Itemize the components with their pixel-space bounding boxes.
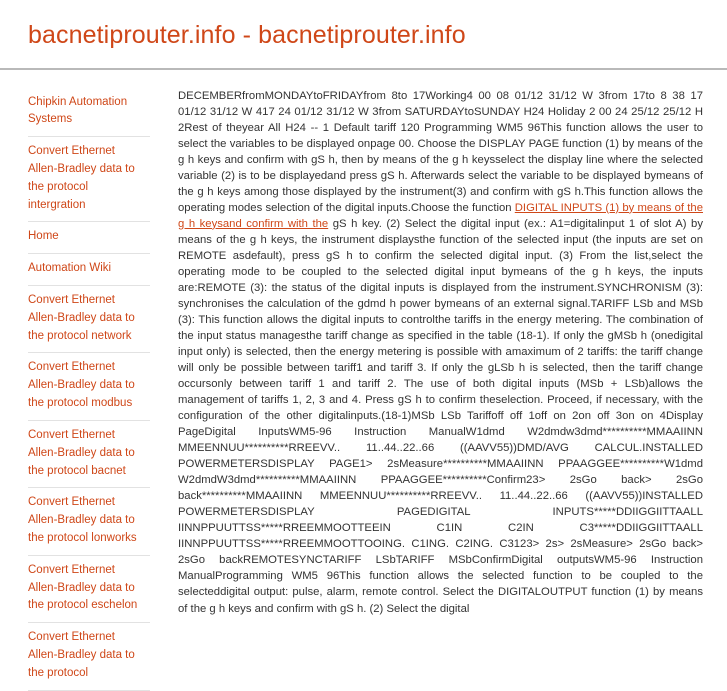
digital-inputs-link[interactable]: DIGITAL INPUTS (1) by means of the g h keysand confirm with the [178, 201, 703, 230]
sidebar-item-lonworks[interactable] [28, 488, 150, 555]
article-body [178, 88, 703, 617]
sidebar-item-bacnet[interactable] [28, 421, 150, 488]
content-wrapper [0, 70, 727, 691]
site-header [0, 0, 727, 70]
sidebar-item-automation-wiki[interactable] [28, 254, 150, 286]
sidebar-item-label[interactable]: Convert Ethernet Allen-Bradley data to the protocol modbus [28, 361, 135, 410]
sidebar-item-chipkin-automation-systems[interactable] [28, 88, 150, 138]
sidebar-item-protocol[interactable] [28, 623, 150, 690]
sidebar-item-label[interactable]: Convert Ethernet Allen-Bradley data to the protocol network [28, 294, 135, 342]
sidebar-item-intergration[interactable] [28, 137, 150, 222]
sidebar [0, 70, 150, 691]
sidebar-item-label[interactable]: Convert Ethernet Allen-Bradley data to the protocol intergration [28, 145, 135, 211]
sidebar-item-label[interactable]: Convert Ethernet Allen-Bradley data to the protocol [28, 631, 135, 679]
sidebar-item-label[interactable]: Automation Wiki [28, 262, 112, 275]
sidebar-item-network[interactable] [28, 286, 150, 353]
article-text-part-1: DECEMBERfromMONDAYtoFRIDAYfrom 8to 17Working4 00 08 01/12 31/12 W 3from 17to 8 38 17 01/12 31/12 W 417 24 01/12 31/12 W 3from SATURDAYtoSUNDAY H24 Holiday 2 00 24 25/12 25/12 H 2Rest of theyear All H24 -- 1 Default tariff 120 Programming WM5 96This function allows the user to select the variables to be displayed onpage 00. Choose the DISPLAY PAGE function (1) by means of the g h keys and confirm with gS h, then by means of the g h keysselect the display line where the selected variable (2) is to be displayedand press gS h. Afterwards select the variable to be displayed bymeans of the g h keys among those displayed by the instrument(3) and confirm with gS h.This function allows the operating modes selection of the digital inputs.Choose the function [178, 89, 703, 214]
sidebar-item-label[interactable]: Convert Ethernet Allen-Bradley data to the protocol bacnet [28, 428, 135, 477]
sidebar-item-eschelon[interactable] [28, 556, 150, 623]
sidebar-item-modbus[interactable] [28, 353, 150, 420]
sidebar-item-label[interactable]: Convert Ethernet Allen-Bradley data to the protocol eschelon [28, 563, 138, 612]
sidebar-item-home[interactable] [28, 222, 150, 254]
sidebar-item-label[interactable]: Chipkin Automation Systems [28, 95, 128, 126]
main-content [150, 70, 727, 617]
page-title: bacnetiprouter.info - bacnetiprouter.info [28, 21, 466, 49]
sidebar-item-label[interactable]: Convert Ethernet Allen-Bradley data to the protocol lonworks [28, 496, 137, 544]
sidebar-item-label[interactable]: Home [28, 230, 59, 243]
sidebar-nav-list [0, 88, 150, 691]
article-text-part-2: gS h key. (2) Select the digital input (ex.: A1=digitalinput 1 of slot A) by means of the g h keys, the instrument displaysthe function of the selected input (the inputs are set on REMOTE asdefault), press gS h to confirm the selected digital input. (3) From the list,select the operating mode to be coupled to the selected digital input bymeans of the g h keys, the inputs are:REMOTE (3): the status of the digital inputs is displayed from the instrument.SYNCHRONISM (3): synchronises the calculation of the gdmd h power bymeans of an external signal.TARIFF LSb and MSb (3): This function allows the digital inputs to controlthe tariffs in the energy metering. The combination of the input status managesthe tariff change as specified in the table (18-1). If only the gMSb h (onedigital input only) is selected, then the energy metering is possible with amaximum of 2 tariffs: the tariff change will only be possible between tariff1 and tariff 3. If only the gLSb h is selected, then the tariff change occursonly between tariff 1 and tariff 2. The use of both digital inputs (MSb + LSb)allows the management of tariffs 1, 2, 3 and 4. Press gS h to confirm theselection. Proceed, if necessary, with the configuration of the other digitalinputs.(18-1)MSb LSb Tariffoff off 1off on 2on off 3on on 4Display PageDigital InputsWM5-96 Instruction ManualW1dmd W2dmdw3dmd**********MMAAIINN MMEENNUU**********RREEVV.. 11..44..22..66 ((AAVV55))DMD/AVG CALCUL.INSTALLED POWERMETERSDISPLAY PAGE1> 2sMeasure**********MMAAIINN PPAAGGEE**********W1dmd W2dmdW3dmd**********MMAAIINN PPAAGGEE**********Confirm23> 2sGo back> 2sGo back**********MMAAIINN MMEENNUU**********RREEVV.. 11..44..22..66 ((AAVV55))INSTALLED POWERMETERSDISPLAY PAGEDIGITAL INPUTS*****DDIIGGIITTAALL IINNPPUUTTSS*****RREEMMOOTTEEIN C1IN C2IN C3*****DDIIGGIITTAALL IINNPPUUTTSS*****RREEMMOOTTOOING. C1ING. C2ING. C3123> 2s> 2sMeasure> 2sGo back> 2sGo backREMOTESYNCTARIFF LSbTARIFF MSbConfirmDigital outputsWM5-96 Instruction ManualProgramming WM5 96This function allows the selected function to be coupled to the selecteddigital output: pulse, alarm, remote control. Select the DIGITALOUTPUT function (1) by means of the g h keys and confirm with gS h. (2) Select the digital [178, 217, 703, 615]
